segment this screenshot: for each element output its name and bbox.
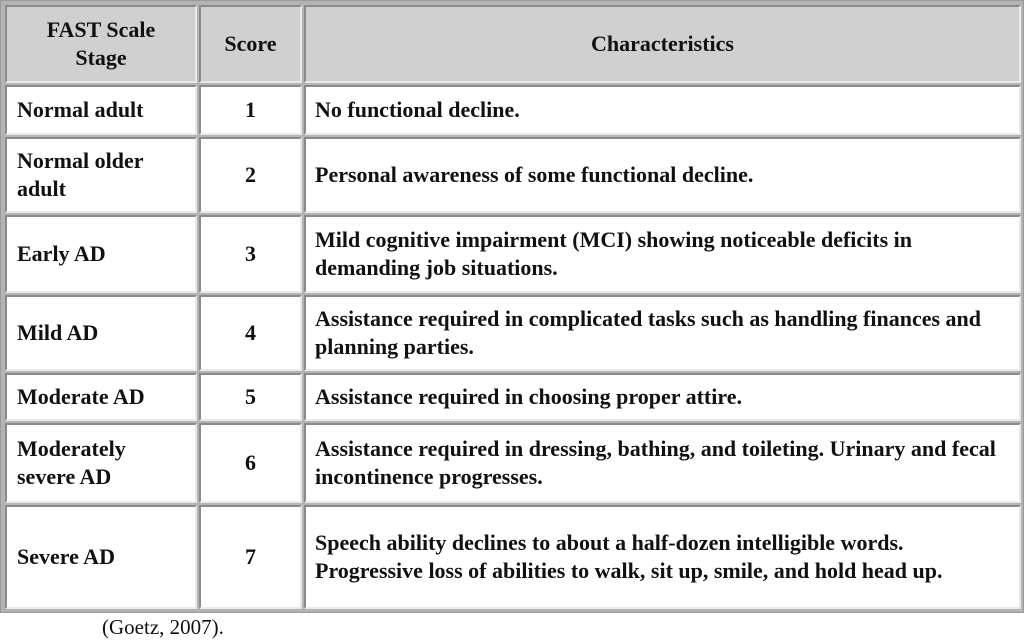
row-5-score-text: 5: [245, 384, 256, 409]
row-1-score-text: 1: [245, 97, 256, 122]
row-6-stage: [5, 423, 197, 503]
row-6-score-text: 6: [245, 450, 256, 475]
row-4-characteristics-text: Assistance required in complicated tasks such as handling finances and planning parties.: [315, 306, 982, 359]
row-7-stage-text: Severe AD: [17, 544, 115, 569]
row-6-characteristics-text: Assistance required in dressing, bathing, and toileting. Urinary and fecal incontinence progresses.: [315, 436, 996, 489]
row-7-score-text: 7: [245, 544, 256, 569]
header-characteristics-label: Characteristics: [591, 31, 734, 56]
row-5-characteristics: [304, 373, 1021, 421]
header-stage-label: FAST Scale Stage: [46, 17, 156, 70]
header-score: [199, 5, 302, 83]
row-6-characteristics: [304, 423, 1021, 503]
row-3-characteristics: [304, 215, 1021, 293]
row-1-score: [199, 85, 302, 135]
row-7-score: [199, 505, 302, 609]
row-1-stage-text: Normal adult: [17, 97, 144, 122]
row-7-characteristics-text: Speech ability declines to about a half-dozen intelligible words. Progressive loss of abilities to walk, sit up, smile, and hold head up.: [315, 530, 943, 583]
row-5-characteristics-text: Assistance required in choosing proper attire.: [315, 384, 742, 409]
row-5-stage: [5, 373, 197, 421]
row-2-characteristics: [304, 137, 1021, 213]
header-characteristics: [304, 5, 1021, 83]
row-3-score: [199, 215, 302, 293]
header-score-label: Score: [224, 31, 277, 56]
row-5-score: [199, 373, 302, 421]
row-2-stage-text: Normal older adult: [17, 148, 144, 201]
row-6-score: [199, 423, 302, 503]
row-3-characteristics-text: Mild cognitive impairment (MCI) showing noticeable deficits in demanding job situations.: [315, 227, 913, 280]
row-7-characteristics: [304, 505, 1021, 609]
citation: (Goetz, 2007).: [102, 615, 224, 639]
row-4-stage-text: Mild AD: [17, 320, 99, 345]
row-3-score-text: 3: [245, 241, 256, 266]
row-2-stage: [5, 137, 197, 213]
row-7-stage: [5, 505, 197, 609]
row-4-stage: [5, 295, 197, 371]
row-3-stage-text: Early AD: [17, 241, 106, 266]
row-1-characteristics: [304, 85, 1021, 135]
row-4-characteristics: [304, 295, 1021, 371]
row-4-score: [199, 295, 302, 371]
row-5-stage-text: Moderate AD: [17, 384, 145, 409]
row-1-stage: [5, 85, 197, 135]
row-2-characteristics-text: Personal awareness of some functional decline.: [315, 162, 754, 187]
row-4-score-text: 4: [245, 320, 256, 345]
row-2-score-text: 2: [245, 162, 256, 187]
row-2-score: [199, 137, 302, 213]
header-stage: [5, 5, 197, 83]
row-3-stage: [5, 215, 197, 293]
row-1-characteristics-text: No functional decline.: [315, 97, 520, 122]
row-6-stage-text: Moderately severe AD: [17, 436, 126, 489]
